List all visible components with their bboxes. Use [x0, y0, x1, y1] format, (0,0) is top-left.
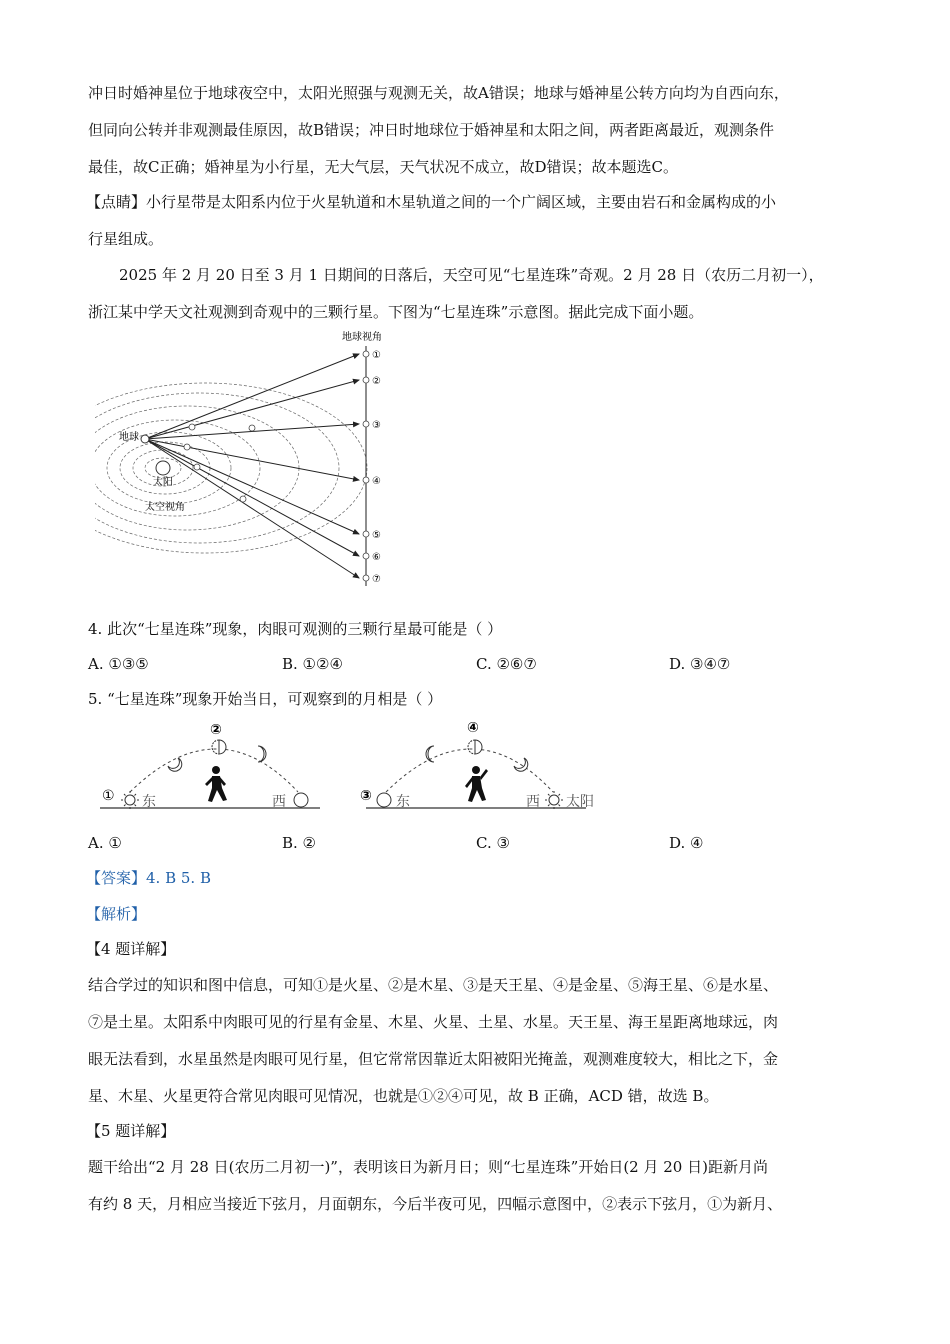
intro-line: 2025 年 2 月 20 日至 3 月 1 日期间的日落后，天空可见“七星连珠”奇观。2 月 28 日（农历二月初一）， — [119, 266, 824, 284]
observer-icon — [465, 766, 488, 802]
q5-option-d[interactable]: D. ④ — [669, 834, 704, 852]
marker-3-left: ③ — [360, 788, 372, 804]
west-label-left: 西 — [272, 794, 286, 810]
paragraph-line: 但同向公转并非观测最佳原因，故B错误；冲日时地球位于婚神星和太阳之间，两者距离最近，观测条件 — [88, 121, 775, 139]
q4-detail-title: 【4 题详解】 — [86, 940, 176, 958]
sun-label-right: 太阳 — [566, 794, 594, 810]
dianjing-line: 行星组成。 — [88, 230, 164, 248]
sun-icon — [121, 791, 139, 809]
q5-option-c[interactable]: C. ③ — [476, 834, 510, 852]
q4-detail-line: 结合学过的知识和图中信息，可知①是火星、②是木星、③是天王星、④是金星、⑤海王星、⑥是水星、 — [88, 976, 779, 994]
moon-diagram-right — [360, 720, 594, 810]
q4-detail-line: 眼无法看到，水星虽然是肉眼可见行星，但它常常因靠近太阳被阳光掩盖，观测难度较大，相比之下，金 — [88, 1050, 779, 1068]
crescent-moon-icon — [168, 758, 182, 771]
paragraph-line: 最佳，故C正确；婚神星为小行星，无大气层，天气状况不成立，故D错误；故本题选C。 — [88, 158, 678, 176]
observer-icon — [205, 766, 227, 802]
east-label-left: 东 — [142, 794, 156, 810]
seven-planets-figure — [95, 328, 415, 590]
q5-option-a[interactable]: A. ① — [88, 834, 122, 852]
paragraph-line: 冲日时婚神星位于地球夜空中，太阳光照强与观测无关，故A错误；地球与婚神星公转方向均为自西向东， — [88, 84, 789, 102]
moon-diagram-left — [100, 722, 320, 810]
moon-phase-figure — [98, 716, 618, 816]
marker-5: ⑤ — [372, 530, 381, 541]
new-moon-icon — [377, 793, 391, 807]
q5-stem: 5. “七星连珠”现象开始当日，可观察到的月相是（ ） — [88, 690, 443, 708]
marker-4: ④ — [372, 476, 381, 487]
marker-3: ③ — [372, 420, 381, 431]
sun-icon — [156, 461, 170, 475]
marker-4-top: ④ — [467, 720, 479, 736]
answer-text: 【答案】4. B 5. B — [86, 869, 211, 887]
sun-label: 太阳 — [153, 477, 173, 488]
q5-detail-title: 【5 题详解】 — [86, 1122, 176, 1140]
space-view-label: 太空视角 — [145, 502, 185, 513]
earth-view-label: 地球视角 — [342, 332, 382, 343]
q5-option-b[interactable]: B. ② — [282, 834, 317, 852]
analysis-label: 【解析】 — [86, 905, 147, 923]
q5-detail-line: 题干给出“2 月 28 日(农历二月初一)”，表明该日为新月日；则“七星连珠”开始日(2 月 20 日)距新月尚 — [88, 1158, 768, 1176]
half-moon-icon — [219, 740, 226, 754]
earth-label: 地球 — [119, 432, 139, 443]
marker-1: ① — [372, 350, 381, 361]
marker-1-left: ① — [102, 788, 115, 804]
q4-detail-line: 星、木星、火星更符合常见肉眼可见情况，也就是①②④可见，故 B 正确，ACD 错，故选 B。 — [88, 1087, 719, 1105]
dianjing-line: 【点睛】小行星带是太阳系内位于火星轨道和木星轨道之间的一个广阔区域，主要由岩石和金属构成的小 — [86, 193, 777, 211]
q4-option-a[interactable]: A. ①③⑤ — [88, 655, 149, 673]
answer-line — [86, 868, 211, 888]
q4-option-c[interactable]: C. ②⑥⑦ — [476, 655, 537, 673]
sight-lines — [145, 354, 359, 578]
earth-icon — [141, 435, 149, 443]
marker-7: ⑦ — [372, 574, 381, 585]
axis-markers — [372, 350, 381, 585]
intro-line: 浙江某中学天文社观测到奇观中的三颗行星。下图为“七星连珠”示意图。据此完成下面小题。 — [88, 303, 704, 321]
q4-option-b[interactable]: B. ①②④ — [282, 655, 343, 673]
q4-option-d[interactable]: D. ③④⑦ — [669, 655, 731, 673]
marker-2-top: ② — [210, 722, 222, 738]
q4-stem: 4. 此次“七星连珠”现象，肉眼可观测的三颗行星最可能是（ ） — [88, 620, 503, 638]
gibbous-moon-icon — [426, 746, 434, 762]
half-moon-icon — [475, 740, 482, 754]
marker-6: ⑥ — [372, 552, 381, 563]
gibbous-moon-icon — [258, 746, 266, 762]
full-moon-icon — [294, 793, 308, 807]
orbits — [95, 383, 367, 553]
west-label-right: 西 — [526, 794, 540, 810]
east-label-right: 东 — [396, 794, 410, 810]
marker-2: ② — [372, 376, 381, 387]
q5-detail-line: 有约 8 天，月相应当接近下弦月，月面朝东，今后半夜可见，四幅示意图中，②表示下弦月，①为新月、 — [88, 1195, 783, 1213]
q4-detail-line: ⑦是土星。太阳系中肉眼可见的行星有金星、木星、火星、土星、水星。天王星、海王星距离地球远，肉 — [88, 1013, 779, 1031]
sun-icon — [545, 791, 563, 809]
